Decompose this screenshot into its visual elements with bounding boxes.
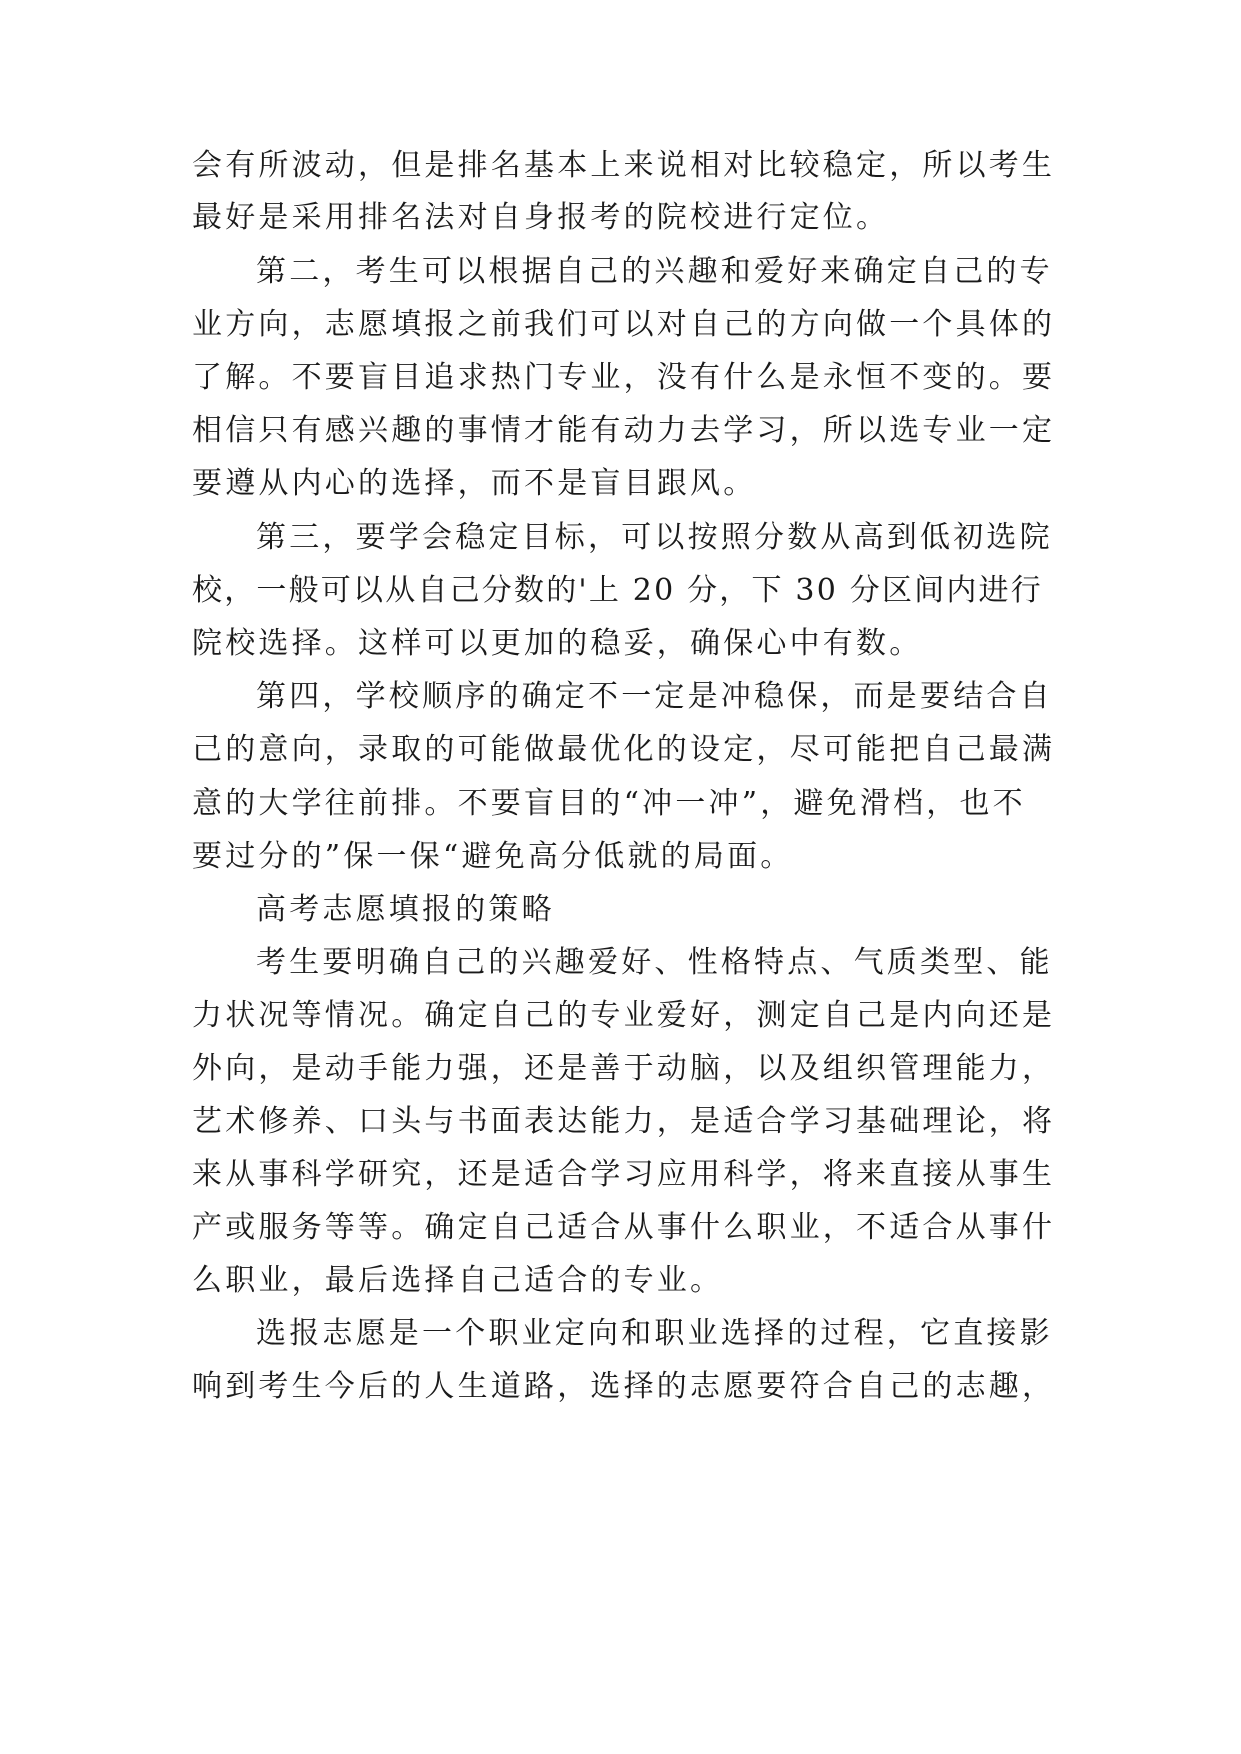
text-line: 第二，考生可以根据自己的兴趣和爱好来确定自己的专 (256, 254, 1053, 289)
text-line: 选报志愿是一个职业定向和职业选择的过程，它直接影 (256, 1316, 1053, 1351)
text-line: 考生要明确自己的兴趣爱好、性格特点、气质类型、能 (256, 945, 1053, 980)
text-line: 了解。不要盲目追求热门专业，没有什么是永恒不变的。要 (192, 360, 1056, 395)
text-line: 外向，是动手能力强，还是善于动脑，以及组织管理能力， (192, 1051, 1056, 1086)
text-line: 来从事科学研究，还是适合学习应用科学，将来直接从事生 (192, 1157, 1056, 1192)
section-heading: 高考志愿填报的策略 (256, 892, 555, 927)
text-line: 会有所波动，但是排名基本上来说相对比较稳定，所以考生 (192, 148, 1056, 183)
text-line: 艺术修养、口头与书面表达能力，是适合学习基础理论，将 (192, 1104, 1056, 1139)
text-line: 要过分的”保一保“避免高分低就的局面。 (192, 839, 794, 874)
text-line: 要遵从内心的选择，而不是盲目跟风。 (192, 466, 757, 501)
text-line: 力状况等情况。确定自己的专业爱好，测定自己是内向还是 (192, 998, 1056, 1033)
text-line: 业方向，志愿填报之前我们可以对自己的方向做一个具体的 (192, 307, 1056, 342)
text-line: 第三，要学会稳定目标，可以按照分数从高到低初选院 (256, 520, 1053, 555)
text-line: 院校选择。这样可以更加的稳妥，确保心中有数。 (192, 626, 923, 661)
text-line: 产或服务等等。确定自己适合从事什么职业，不适合从事什 (192, 1210, 1056, 1245)
text-line: 校，一般可以从自己分数的'上 20 分，下 30 分区间内进行 (192, 573, 1043, 608)
text-line: 最好是采用排名法对自身报考的院校进行定位。 (192, 200, 890, 235)
text-line: 己的意向，录取的可能做最优化的设定，尽可能把自己最满 (192, 732, 1056, 767)
text-line: 相信只有感兴趣的事情才能有动力去学习，所以选专业一定 (192, 413, 1056, 448)
text-line: 响到考生今后的人生道路，选择的志愿要符合自己的志趣， (192, 1369, 1056, 1404)
text-line: 么职业，最后选择自己适合的专业。 (192, 1263, 724, 1298)
text-line: 第四，学校顺序的确定不一定是冲稳保，而是要结合自 (256, 679, 1053, 714)
text-line: 意的大学往前排。不要盲目的“冲一冲”，避免滑档，也不 (192, 786, 1026, 821)
